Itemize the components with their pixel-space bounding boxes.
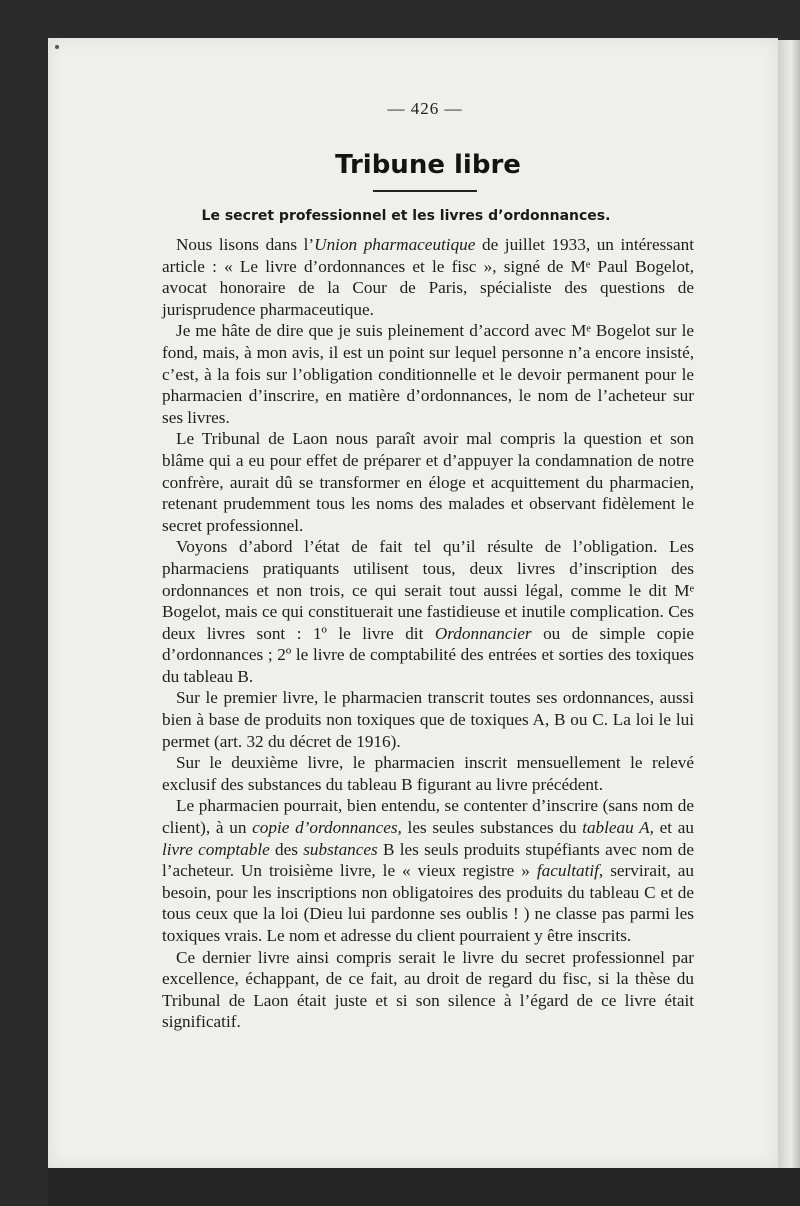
text-run: Nous lisons dans l’: [176, 235, 315, 254]
page-title: Tribune libre: [335, 150, 521, 180]
page-speck: [55, 45, 59, 49]
text-run: ou de simple copie d’ordonnances ; 2º le livre de comptabilité des entrées et sorties des toxiques du tableau B.: [162, 623, 694, 686]
italic-text: facultatif,: [536, 861, 604, 881]
paragraph: [162, 947, 694, 1033]
text-run: les seules substances du: [401, 818, 583, 838]
text-run: Ce dernier livre ainsi compris serait le livre du secret professionnel par excellence, échappant, de ce fait, au droit de regard du fisc, si la thèse du Tribunal de Laon était juste et si son silence à l’égard de ce livre était significatif.: [162, 947, 694, 1032]
scan-background: [48, 1168, 800, 1206]
text-run: Voyons d’abord l’état de fait tel qu’il résulte de l’obligation. Les pharmaciens pratiquants utilisent tous, deux livres d’inscription des ordonnances et non trois, ce qui serait tout aussi légal, comme le dit Mᵉ Bogelot, mais ce qui constituerait une fastidieuse et inutile complication. Ces deux livres sont : 1º le livre dit: [162, 537, 694, 643]
paragraph: [162, 234, 694, 320]
italic-text: tableau A,: [582, 818, 654, 838]
paragraph: [162, 428, 694, 536]
text-run: et au: [653, 818, 694, 838]
italic-text: substances: [303, 839, 378, 859]
text-run: B les seuls produits stupéfiants avec nom de l’acheteur. Un troisième livre, le « vieux registre »: [162, 839, 694, 881]
text-run: des: [269, 839, 304, 859]
italic-text: Union pharmaceutique: [314, 235, 476, 254]
text-run: de juillet 1933, un intéressant article : « Le livre d’ordonnances et le fisc », signé de Mᵉ Paul Bogelot, avocat honoraire de la Cour de Paris, spécialiste des questions de jurisprudence pharmaceutique.: [162, 235, 694, 319]
page-number: — 426 —: [387, 99, 463, 118]
text-run: Sur le deuxième livre, le pharmacien inscrit mensuellement le relevé exclusif des substances du tableau B figurant au livre précédent.: [162, 753, 694, 794]
text-run: Sur le premier livre, le pharmacien transcrit toutes ses ordonnances, aussi bien à base de produits non toxiques que de toxiques A, B ou C. La loi le lui permet (art. 32 du décret de 1916).: [162, 688, 694, 751]
italic-text: livre comptable: [162, 839, 270, 859]
paragraph: [162, 320, 694, 428]
italic-text: Ordonnancier: [434, 623, 532, 643]
article-body: [162, 234, 694, 1033]
italic-text: copie d’ordonnances,: [252, 818, 402, 838]
paragraph: [162, 795, 694, 946]
article-subtitle: Le secret professionnel et les livres d’ordonnances.: [201, 208, 611, 224]
text-run: Je me hâte de dire que je suis pleinement d’accord avec Mᵉ Bogelot sur le fond, mais, à mon avis, il est un point sur lequel personne n’a encore insisté, c’est, à la fois sur l’obligation conditionnelle et le devoir permanent pour le pharmacien d’inscrire, en matière d’ordonnances, le nom de l’acheteur sur ses livres.: [162, 321, 694, 427]
paragraph: [162, 687, 694, 752]
text-run: Le pharmacien pourrait, bien entendu, se contenter d’inscrire (sans nom de client), à un: [162, 796, 694, 838]
text-run: Le Tribunal de Laon nous paraît avoir mal compris la question et son blâme qui a eu pour effet de préparer et d’appuyer la condamnation de notre confrère, aurait dû se transformer en éloge et acquittement du pharmacien, retenant prudemment tous les noms des malades et observant fidèlement le secret professionnel.: [162, 429, 694, 535]
paragraph: [162, 536, 694, 687]
title-underline: [373, 190, 477, 192]
paragraph: [162, 752, 694, 795]
text-run: servirait, au besoin, pour les inscriptions non obligatoires des produits du tableau C et de tous ceux que la loi (Dieu lui pardonne ses oublis ! ) ne classe pas parmi les toxiques vrais. Le nom et adresse du client pourraient y être inscrits.: [162, 861, 694, 945]
